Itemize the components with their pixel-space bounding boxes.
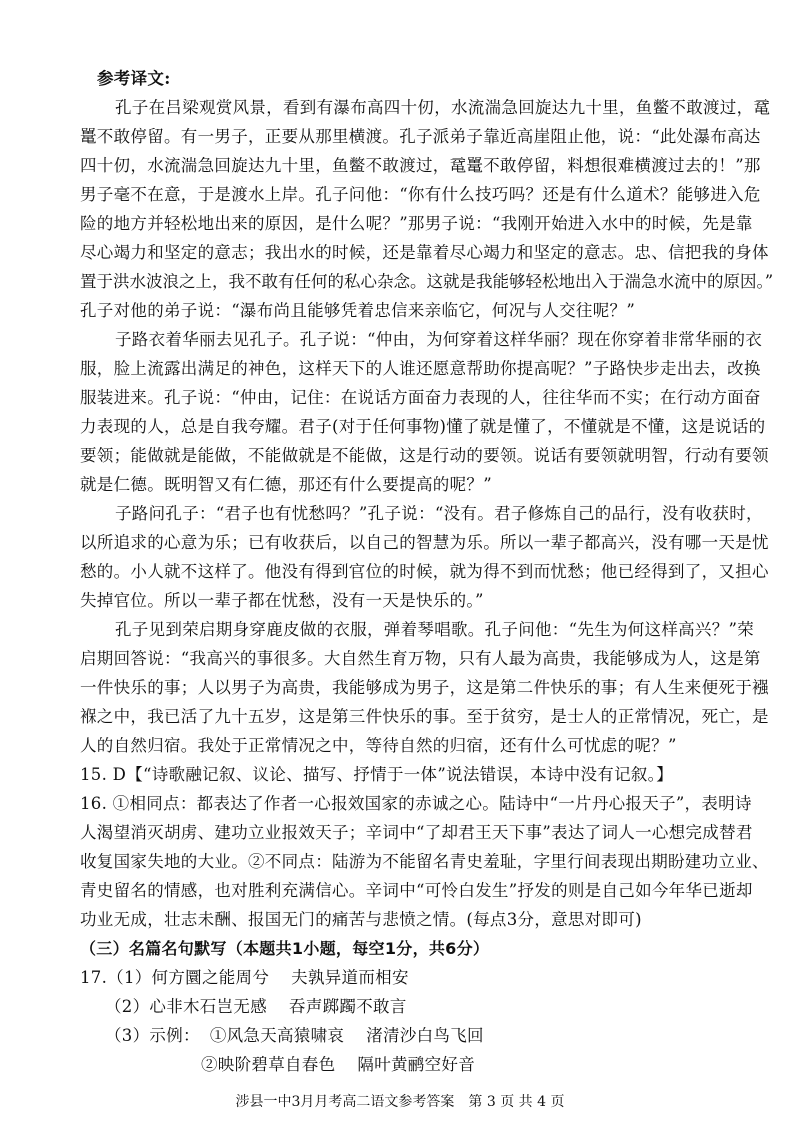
- q17-item-label: （1）: [107, 968, 152, 987]
- answer-q17-item-1: [80, 967, 409, 989]
- translation-line: 愁的。小人就不这样了。他没有得到官位的时候，就为得不到而忧愁；他已经得到了，又担心: [80, 562, 769, 581]
- translation-heading: 参考译文:: [97, 69, 171, 88]
- q17-answer: 吞声踯躅不敢言: [289, 997, 407, 1016]
- answer-q16-line: 人渴望消灭胡虏、建功立业报效天子；辛词中“了却君王天下事”表达了词人一心想完成替君: [80, 823, 753, 842]
- q17-answer: 心非木石岂无感: [149, 997, 268, 1016]
- answer-q15: 15. D【“诗歌融记叙、议论、描写、抒情于一体”说法错误，本诗中没有记叙。】: [80, 765, 674, 784]
- q17-item-label: （3）: [105, 1026, 150, 1045]
- translation-line: 一件快乐的事；人以男子为高贵，我能够成为男子，这是第二件快乐的事；有人生来便死于襁: [80, 678, 769, 697]
- q17-item-label: （2）: [105, 997, 150, 1016]
- answer-q16-line: 青史留名的情感，也对胜利充满信心。辛词中“可怜白发生”抒发的则是自己如今年华已逝却: [80, 881, 753, 900]
- translation-line: 置于洪水波浪之上，我不敢有任何的私心杂念。这就是我能够轻松地出入于湍急水流中的原因。”: [80, 272, 774, 291]
- q17-answer: 何方圜之能周兮: [151, 968, 270, 987]
- answer-q16-line: 功业无成，壮志未酬、报国无门的痛苦与悲愤之情。(每点3分，意思对即可): [80, 910, 642, 929]
- translation-line: 鼍不敢停留。有一男子，正要从那里横渡。孔子派弟子靠近高崖阻止他，说：“此处瀑布高达: [80, 127, 761, 146]
- answer-q17-item-3-alt: [201, 1054, 475, 1076]
- translation-line: 孔子见到荣启期身穿鹿皮做的衣服，弹着琴唱歌。孔子问他：“先生为何这样高兴？”荣: [115, 620, 755, 639]
- q17-answer: 渚清沙白鸟飞回: [366, 1026, 484, 1045]
- q17-answer: 隔叶黄鹂空好音: [357, 1055, 476, 1074]
- q17-answer: ②映阶碧草自春色: [201, 1055, 336, 1074]
- q17-number: 17.: [80, 968, 108, 987]
- q17-answer: ①风急天高猿啸哀: [209, 1026, 345, 1045]
- translation-line: 四十仞，水流湍急回旋达九十里，鱼鳖不敢渡过，鼋鼍不敢停留，料想很难横渡过去的！”那: [80, 156, 761, 175]
- translation-line: 男子毫不在意，于是渡水上岸。孔子问他：“你有什么技巧吗？还是有什么道术？能够进入危: [80, 185, 761, 204]
- translation-line: 启期回答说：“我高兴的事很多。大自然生育万物，只有人最为高贵，我能够成为人，这是第: [80, 649, 761, 668]
- translation-line: 子路衣着华丽去见孔子。孔子说：“仲由，为何穿着这样华丽？现在你穿着非常华丽的衣: [115, 330, 763, 349]
- translation-line: 服装进来。孔子说：“仲由，记住：在说话方面奋力表现的人，往往华而不实；在行动方面奋: [80, 388, 761, 407]
- answer-q16-line: 16. ①相同点：都表达了作者一心报效国家的赤诚之心。陆诗中“一片丹心报天子”，表明诗: [80, 794, 752, 813]
- translation-line: 就是仁德。既明智又有仁德，那还有什么要提高的呢？”: [80, 475, 492, 494]
- translation-line: 力表现的人，总是自我夸耀。君子(对于任何事物)懂了就是懂了，不懂就是不懂，这是说话的: [80, 417, 766, 436]
- translation-line: 孔子在吕梁观赏风景，看到有瀑布高四十仞，水流湍急回旋达九十里，鱼鳖不敢渡过，鼋: [115, 98, 771, 117]
- translation-line: 险的地方并轻松地出来的原因，是什么呢？”那男子说：“我刚开始进入水中的时候，先是靠: [80, 214, 753, 233]
- answer-q17-item-2: [105, 996, 407, 1018]
- page-footer: 涉县一中3月月考高二语文参考答案 第 3 页 共 4 页: [235, 1094, 565, 1110]
- answer-q17-item-3: [105, 1025, 484, 1047]
- translation-line: 服，脸上流露出满足的神色，这样天下的人谁还愿意帮助你提高呢？”子路快步走出去，改换: [80, 359, 761, 378]
- translation-line: 失掉官位。所以一辈子都在忧愁，没有一天是快乐的。”: [80, 591, 484, 610]
- translation-line: 人的自然归宿。我处于正常情况之中，等待自然的归宿，还有什么可忧虑的呢？”: [80, 736, 677, 755]
- translation-line: 褓之中，我已活了九十五岁，这是第三件快乐的事。至于贫穷，是士人的正常情况，死亡，是: [80, 707, 769, 726]
- section-heading: （三）名篇名句默写（本题共1小题，每空1分，共6分）: [80, 939, 490, 958]
- translation-line: 要领；能做就是能做，不能做就是不能做，这是行动的要领。说话有要领就明智，行动有要领: [80, 446, 769, 465]
- q17-example-prefix: 示例：: [149, 1026, 200, 1045]
- translation-line: 子路问孔子：“君子也有忧愁吗？”孔子说：“没有。君子修炼自己的品行，没有收获时，: [115, 504, 763, 523]
- translation-line: 尽心竭力和坚定的意志；我出水的时候，还是靠着尽心竭力和坚定的意志。忠、信把我的身体: [80, 243, 769, 262]
- translation-line: 孔子对他的弟子说：“瀑布尚且能够凭着忠信来亲临它，何况与人交往呢？”: [80, 301, 636, 320]
- q17-answer: 夫孰异道而相安: [291, 968, 409, 987]
- answer-q16-line: 收复国家失地的大业。②不同点：陆游为不能留名青史羞耻，字里行间表现出期盼建功立业、: [80, 852, 769, 871]
- translation-line: 以所追求的心意为乐；已有收获后，以自己的智慧为乐。所以一辈子都高兴，没有哪一天是忧: [80, 533, 769, 552]
